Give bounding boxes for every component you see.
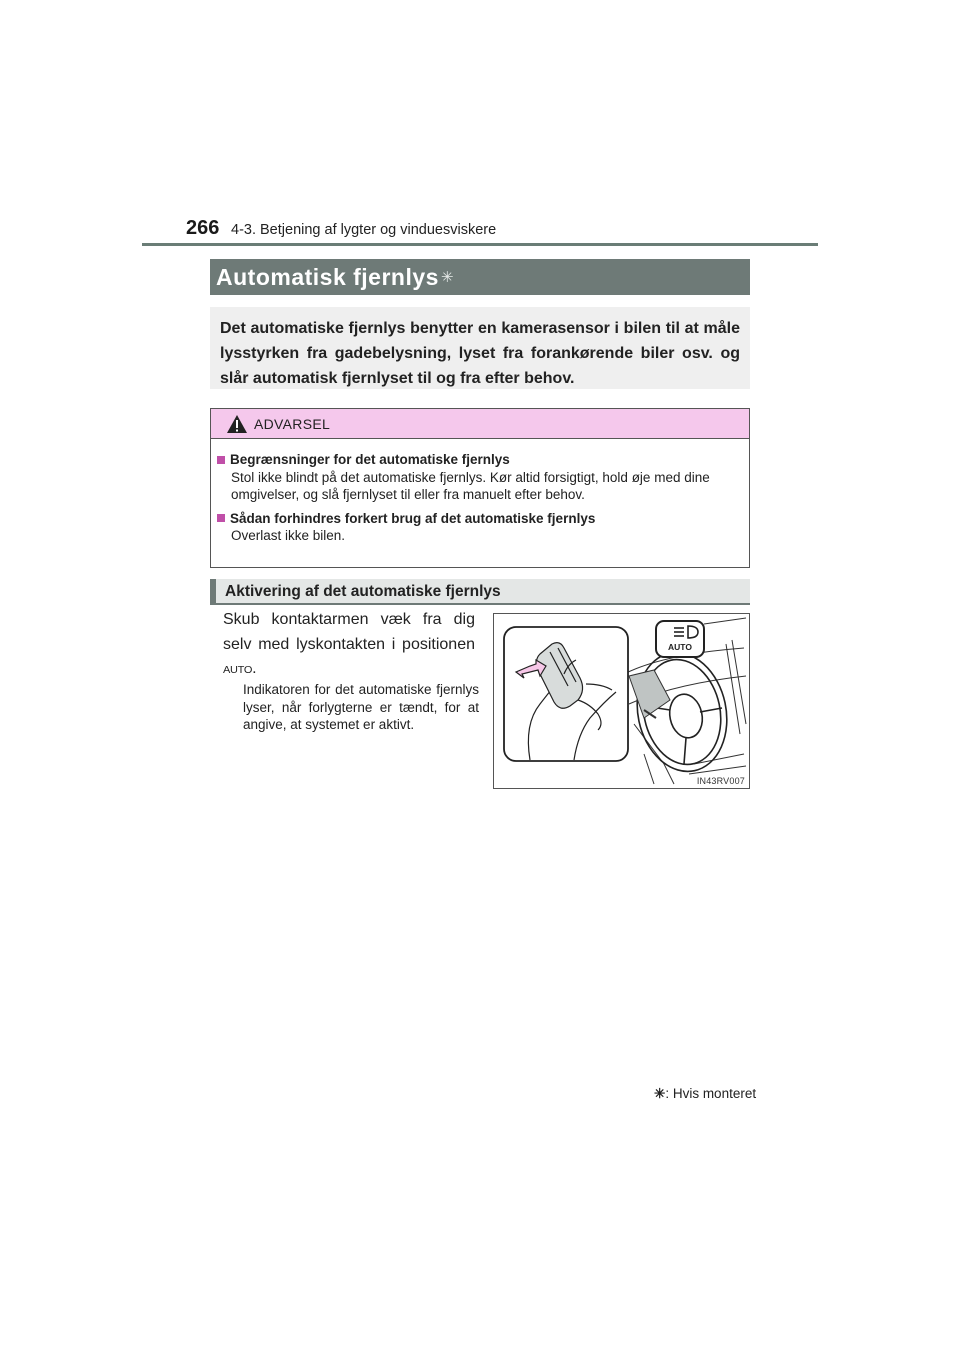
header-rule <box>142 243 818 246</box>
section-accent <box>210 579 216 605</box>
square-bullet-icon <box>217 456 225 464</box>
instruction-end <box>223 657 257 682</box>
warning-header <box>211 409 749 439</box>
warning-item-heading-text: Begrænsninger for det automatiske fjernlys <box>230 452 510 467</box>
intro-box <box>210 307 750 389</box>
footnote <box>654 1086 756 1102</box>
warning-label: ADVARSEL <box>254 415 331 432</box>
warning-triangle-icon <box>226 414 248 434</box>
illustration-code: IN43RV007 <box>696 776 745 786</box>
footnote-asterisk-icon: ✳ <box>654 1086 666 1101</box>
illustration <box>493 613 750 789</box>
warning-item-heading-text: Sådan forhindres forkert brug af det automatiske fjernlys <box>230 510 596 526</box>
intro-text: Det automatiske fjernlys benytter en kamerasensor i bilen til at måle lysstyrken fra gadebelysning, lyset fra forankørende biler osv. og slår automatisk fjernlyset til og fra efter behov. <box>220 320 740 387</box>
section-header <box>210 579 750 605</box>
square-bullet-icon <box>217 514 225 522</box>
page-title-bar <box>210 259 750 295</box>
lever-illustration <box>494 614 749 788</box>
auto-indicator-label: AUTO <box>668 642 692 652</box>
warning-body <box>211 439 749 545</box>
warning-item-heading <box>217 510 739 528</box>
warning-box <box>210 408 750 568</box>
page-title: Automatisk fjernlys <box>216 263 439 290</box>
section-title: Aktivering af det automatiske fjernlys <box>225 583 501 600</box>
indicator-note: Indikatoren for det automatiske fjernlys lyser, når forlygterne er tændt, for at angive, at systemet er aktivt. <box>243 682 479 732</box>
chapter-title: 4-3. Betjening af lygter og vinduesviskere <box>231 222 497 238</box>
warning-item-heading <box>217 451 739 469</box>
warning-item-text: Stol ikke blindt på det automatiske fjernlys. Kør altid forsigtigt, hold øje med dine omgivelser, og slå fjernlyset til eller fra manuelt efter behov. <box>231 469 710 502</box>
warning-item-text: Overlast ikke bilen. <box>231 528 346 543</box>
instruction-text: Skub kontaktarmen væk fra dig selv med lyskontakten i positionen <box>223 611 475 653</box>
instruction-period: . <box>252 660 257 677</box>
title-asterisk-icon: ✳ <box>440 269 454 286</box>
footnote-text: : Hvis monteret <box>665 1086 757 1101</box>
page-number: 266 <box>186 217 220 239</box>
auto-symbol-icon: AUTO <box>223 664 253 676</box>
